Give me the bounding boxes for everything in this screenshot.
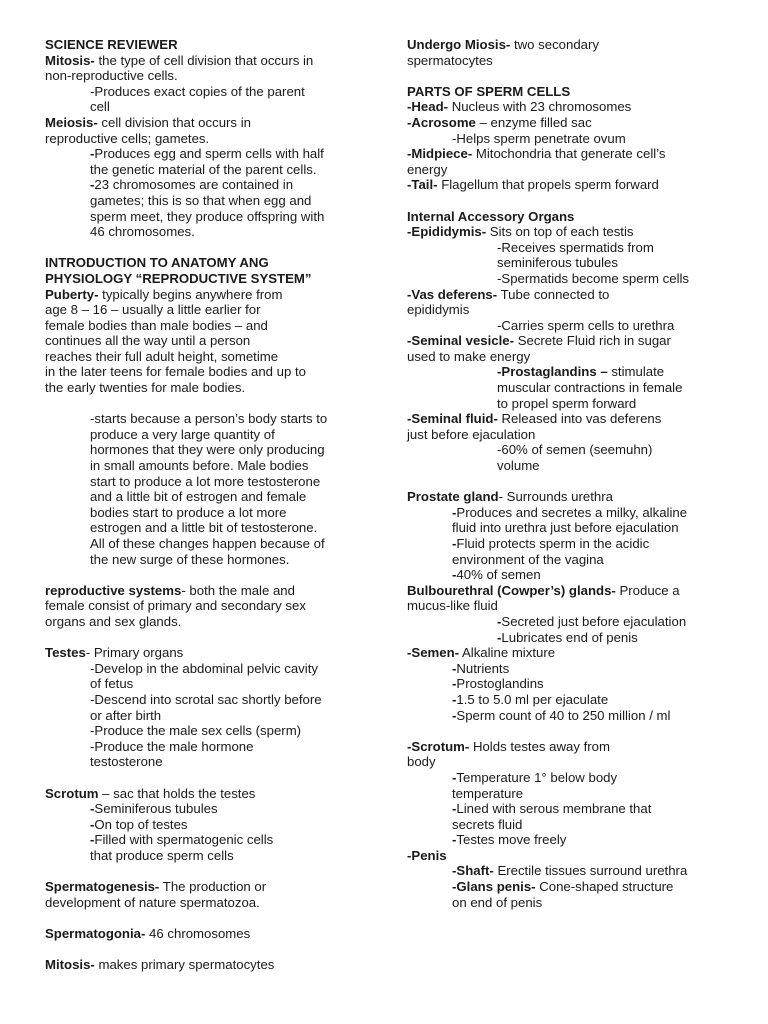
- meiosis-definition: [45, 115, 365, 131]
- bullet-line: -Temperature 1° below body: [452, 769, 618, 785]
- bullet-line: -Descend into scrotal sac shortly before: [90, 691, 322, 707]
- bullet-text: Produces and secretes a milky, alkaline: [456, 504, 688, 520]
- bullet-text: Sperm count of 40 to 250 million / ml: [456, 707, 671, 723]
- bullet-line: -Fluid protects sperm in the acidic: [452, 536, 650, 551]
- term: reproductive systems: [45, 582, 182, 598]
- term: Spermatogenesis-: [45, 879, 160, 895]
- semen-definition: [407, 645, 723, 661]
- bullet-line: volume: [497, 458, 540, 474]
- term: Meiosis-: [45, 114, 98, 130]
- term: Shaft-: [456, 863, 494, 879]
- bullet-line: to propel sperm forward: [497, 395, 637, 411]
- definition-text: makes primary spermatocytes: [94, 957, 275, 973]
- testes-definition: [45, 645, 365, 661]
- text-line: the early twenties for male bodies.: [45, 380, 246, 396]
- definition-text: Secrete Fluid rich in sugar: [514, 333, 671, 349]
- spermatogenesis-definition: [45, 879, 365, 895]
- glans-line: -Glans penis- Cone-shaped structure: [452, 879, 674, 895]
- definition-text: Cone-shaped structure: [535, 879, 674, 895]
- definition-text: 46 chromosomes: [145, 925, 251, 941]
- definition-text: Sits on top of each testis: [486, 224, 634, 240]
- spermatogonia-definition: [45, 926, 365, 942]
- text-line: female consist of primary and secondary sex: [45, 598, 306, 614]
- reproductive-systems-definition: [45, 583, 365, 599]
- definition-text: Holds testes away from: [469, 738, 610, 754]
- seminal-vesicle-definition: [407, 333, 723, 349]
- text-line: in the later teens for female bodies and up to: [45, 364, 306, 380]
- undergo-meiosis-definition: [407, 37, 723, 53]
- bullet-line: -Spermatids become sperm cells: [497, 270, 690, 286]
- bullet-line: All of these changes happen because of: [90, 536, 325, 551]
- text-line: non-reproductive cells.: [45, 68, 178, 84]
- bullet-line: -Produce the male sex cells (sperm): [90, 723, 302, 739]
- bullet-text: 23 chromosomes are contained in: [94, 177, 294, 193]
- right-column: [407, 37, 723, 910]
- bullet-line: the genetic material of the parent cells.: [90, 161, 317, 177]
- bullet-line: on end of penis: [452, 894, 543, 910]
- bullet-line: fluid into urethra just before ejaculation: [452, 520, 679, 536]
- bullet-line: produce a very large quantity of: [90, 426, 275, 442]
- text-line: organs and sex glands.: [45, 613, 182, 629]
- bullet-line: -Lubricates end of penis: [497, 629, 638, 645]
- definition-text: – sac that holds the testes: [98, 785, 256, 801]
- bullet-text: 1.5 to 5.0 ml per ejaculate: [456, 691, 609, 707]
- bullet-line: sperm meet, they produce offspring with: [90, 208, 325, 224]
- head-definition: [407, 99, 723, 115]
- bullet-line: -Carries sperm cells to urethra: [497, 317, 675, 333]
- acrosome-definition: [407, 115, 723, 131]
- bullet-line: -Helps sperm penetrate ovum: [452, 130, 626, 146]
- bullet-line: the new surge of these hormones.: [90, 551, 290, 567]
- bullet-text: Fluid protects sperm in the acidic: [456, 536, 650, 551]
- term: -Prostaglandins –: [497, 364, 608, 380]
- bullet-line: hormones that they were only producing: [90, 442, 325, 458]
- text-line: used to make energy: [407, 348, 531, 364]
- vas-deferens-definition: [407, 287, 723, 303]
- document-title: SCIENCE REVIEWER: [45, 37, 178, 52]
- definition-text: Nucleus with 23 chromosomes: [448, 99, 632, 115]
- definition-text: Alkaline mixture: [459, 645, 556, 661]
- term: -Midpiece-: [407, 146, 473, 162]
- bullet-line: start to produce a lot more testosterone: [90, 473, 321, 489]
- definition-text: two secondary: [510, 37, 600, 52]
- bullet-text: Nutrients: [456, 660, 510, 676]
- term: -Acrosome: [407, 114, 476, 130]
- term: Bulbourethral (Cowper’s) glands-: [407, 582, 616, 598]
- bullet-dash: -: [90, 146, 95, 162]
- bullet-line: -Produces and secretes a milky, alkaline: [452, 504, 688, 520]
- term: Glans penis-: [456, 879, 536, 895]
- term: Scrotum: [45, 785, 99, 801]
- bullet-text: Prostoglandins: [456, 676, 544, 692]
- bullet-line: -Lined with serous membrane that: [452, 801, 652, 817]
- bullet-line: seminiferous tubules: [497, 255, 618, 271]
- text-line: reaches their full adult height, sometime: [45, 348, 279, 364]
- text-line: continues all the way until a person: [45, 333, 251, 349]
- bullet-line: -On top of testes: [90, 816, 188, 832]
- definition-text: Erectile tissues surround urethra: [493, 863, 688, 879]
- bullet-line: -Produces exact copies of the parent: [90, 83, 305, 99]
- text-line: age 8 – 16 – usually a little earlier for: [45, 302, 261, 318]
- definition-text: typically begins anywhere from: [98, 286, 283, 302]
- scrotum-definition: [407, 739, 723, 755]
- text-line: epididymis: [407, 302, 470, 318]
- definition-text: – enzyme filled sac: [475, 114, 592, 130]
- term: -Seminal fluid-: [407, 411, 498, 427]
- definition-text: The production or: [159, 879, 267, 895]
- definition-text: Flagellum that propels sperm forward: [437, 177, 659, 193]
- bullet-line: -Sperm count of 40 to 250 million / ml: [452, 707, 671, 723]
- bullet-dash: -: [90, 177, 95, 193]
- definition-text: Released into vas deferens: [497, 411, 662, 427]
- bullet-line: [45, 146, 365, 162]
- text-line: female bodies than male bodies – and: [45, 317, 268, 333]
- text-line: reproductive cells; gametes.: [45, 130, 210, 146]
- bullet-line: -40% of semen: [452, 567, 541, 583]
- text-line: development of nature spermatozoa.: [45, 894, 260, 910]
- bullet-text: Filled with spermatogenic cells: [94, 832, 274, 848]
- text-line: mucus-like fluid: [407, 598, 498, 614]
- bullet-line: temperature: [452, 785, 524, 801]
- prostaglandins-line: [407, 364, 723, 380]
- puberty-definition: [45, 287, 365, 303]
- term: -Tail-: [407, 177, 438, 193]
- mitosis-definition: [45, 53, 365, 69]
- bullet-text: Lubricates end of penis: [501, 629, 638, 645]
- bullet-line: -Testes move freely: [452, 832, 567, 848]
- bullet-text: 40% of semen: [456, 567, 541, 583]
- term: Testes: [45, 645, 86, 661]
- scrotum-definition: [45, 786, 365, 802]
- bullet-line: gametes; this is so that when egg and: [90, 192, 312, 208]
- definition-text: Produce a: [615, 582, 680, 598]
- bullet-line: -Receives spermatids from: [497, 239, 654, 255]
- bullet-line: -Seminiferous tubules: [90, 801, 218, 817]
- term: Mitosis-: [45, 52, 95, 68]
- bullet-line: in small amounts before. Male bodies: [90, 458, 309, 474]
- term: Mitosis-: [45, 957, 95, 973]
- definition-text: Tube connected to: [497, 286, 610, 302]
- definition-text: - both the male and: [181, 582, 295, 598]
- term: -Semen-: [407, 645, 460, 661]
- bullet-text: On top of testes: [94, 816, 188, 832]
- bullet-line: estrogen and a little bit of testosterone.: [90, 520, 318, 536]
- bullet-line: -Develop in the abdominal pelvic cavity: [90, 660, 318, 676]
- bullet-text: Secreted just before ejaculation: [501, 613, 687, 629]
- bullet-line: muscular contractions in female: [497, 380, 683, 396]
- bullet-text: Produces egg and sperm cells with half: [94, 146, 324, 162]
- term: -Vas deferens-: [407, 286, 498, 302]
- section-heading: PARTS OF SPERM CELLS: [407, 83, 571, 99]
- prostate-gland-definition: [407, 489, 723, 505]
- definition-text: the type of cell division that occurs in: [94, 52, 314, 68]
- section-heading: Internal Accessory Organs: [407, 208, 575, 224]
- bullet-line: -starts because a person’s body starts to: [90, 411, 328, 427]
- term: -Head-: [407, 99, 449, 115]
- shaft-line: -Shaft- Erectile tissues surround urethra: [452, 863, 688, 879]
- term: -Seminal vesicle-: [407, 333, 515, 349]
- bullet-line: secrets fluid: [452, 816, 523, 832]
- bullet-line: -Secreted just before ejaculation: [497, 613, 687, 629]
- bullet-text: Lined with serous membrane that: [456, 801, 652, 817]
- bullet-text: Temperature 1° below body: [456, 769, 618, 785]
- definition-text: stimulate: [607, 364, 665, 380]
- term: Undergo Miosis-: [407, 37, 511, 52]
- text-line: just before ejaculation: [407, 426, 536, 442]
- bullet-line: -60% of semen (seemuhn): [497, 442, 653, 458]
- bullet-line: -Filled with spermatogenic cells: [90, 832, 274, 848]
- definition-text: Mitochondria that generate cell’s: [472, 146, 666, 162]
- bullet-line: [45, 177, 365, 193]
- midpiece-definition: [407, 146, 723, 162]
- term: Puberty-: [45, 286, 99, 302]
- bullet-line: bodies start to produce a lot more: [90, 504, 287, 520]
- bullet-line: -Produce the male hormone: [90, 738, 254, 754]
- definition-text: - Primary organs: [85, 645, 184, 661]
- text-line: energy: [407, 161, 448, 177]
- term: -Scrotum-: [407, 738, 470, 754]
- bullet-text: Seminiferous tubules: [94, 801, 218, 817]
- bullet-line: cell: [90, 99, 110, 115]
- bullet-line: -1.5 to 5.0 ml per ejaculate: [452, 691, 609, 707]
- bulbourethral-definition: [407, 583, 723, 599]
- section-heading: INTRODUCTION TO ANATOMY ANG: [45, 255, 269, 271]
- text-line: body: [407, 754, 436, 770]
- definition-text: - Surrounds urethra: [498, 489, 613, 505]
- bullet-line: or after birth: [90, 707, 162, 723]
- left-column: [45, 37, 365, 973]
- bullet-line: and a little bit of estrogen and female: [90, 489, 307, 505]
- term: -Epididymis-: [407, 224, 487, 240]
- epididymis-definition: [407, 224, 723, 240]
- bullet-line: environment of the vagina: [452, 551, 604, 567]
- penis-heading: -Penis: [407, 847, 447, 863]
- bullet-line: testosterone: [90, 754, 163, 770]
- bullet-line: -Prostoglandins: [452, 676, 544, 692]
- bullet-text: Testes move freely: [456, 832, 567, 848]
- tail-definition: [407, 177, 723, 193]
- term: Spermatogonia-: [45, 925, 146, 941]
- mitosis-spermatocytes-definition: [45, 957, 365, 973]
- seminal-fluid-definition: [407, 411, 723, 427]
- bullet-line: -Nutrients: [452, 660, 510, 676]
- definition-text: cell division that occurs in: [97, 114, 251, 130]
- bullet-line: 46 chromosomes.: [90, 224, 195, 240]
- bullet-line: that produce sperm cells: [90, 847, 234, 863]
- term: Prostate gland: [407, 489, 499, 505]
- text-line: spermatocytes: [407, 52, 493, 68]
- bullet-line: of fetus: [90, 676, 134, 692]
- section-heading: PHYSIOLOGY “REPRODUCTIVE SYSTEM”: [45, 270, 312, 286]
